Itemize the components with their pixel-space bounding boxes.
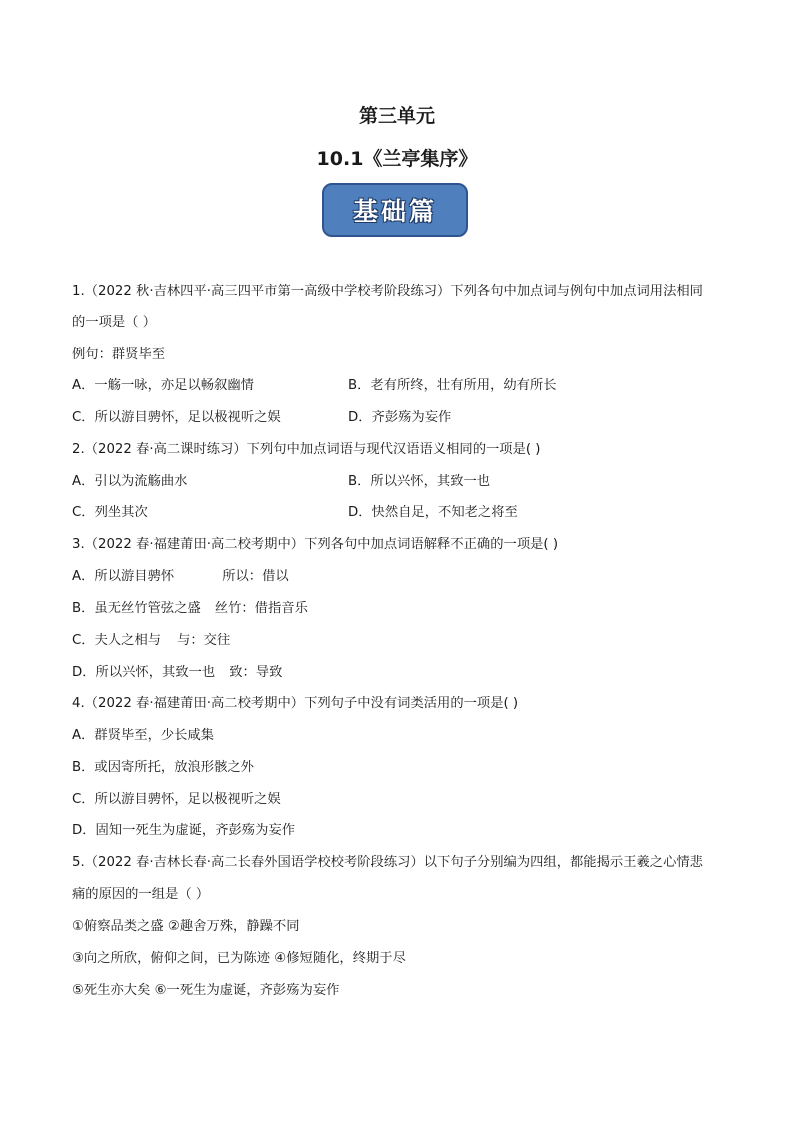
q4-option-b: B．或因寄所托，放浪形骸之外 — [72, 760, 254, 775]
q2-option-a: A．引以为流觞曲水 — [72, 474, 188, 489]
q3-option-b — [72, 599, 732, 619]
q2-option-c: C．列坐其次 — [72, 505, 148, 520]
q3-option-a-text: A．所以游目骋怀 — [72, 569, 175, 584]
q1-example: 例句：群贤毕至 — [72, 347, 166, 362]
q5-options-row2: ③向之所欣，俯仰之间，已为陈迹 ④修短随化，终期于尽 — [72, 951, 406, 966]
q3-stem: 3.（2022 春·福建莆田·高二校考期中）下列各句中加点词语解释不正确的一项是( ) — [72, 537, 559, 552]
q3-option-c-text: C．夫人之相与 — [72, 633, 162, 648]
q3-option-b-gloss: 丝竹：借指音乐 — [214, 601, 308, 616]
q1-option-b: B．老有所终，壮有所用，幼有所长 — [348, 378, 557, 393]
q3-option-d-gloss: 致：导致 — [229, 665, 283, 680]
q3-option-c — [72, 631, 732, 651]
q5-options-row1: ①俯察品类之盛 ②趣舍万殊，静躁不同 — [72, 919, 300, 934]
q5-stem-line2: 痛的原因的一组是（ ） — [72, 887, 210, 902]
unit-title: 第三单元 — [358, 105, 435, 127]
q3-option-c-gloss: 与：交往 — [177, 633, 231, 648]
q1-option-c: C．所以游目骋怀，足以极视听之娱 — [72, 410, 281, 425]
q4-stem: 4.（2022 春·福建莆田·高二校考期中）下列句子中没有词类活用的一项是( ) — [72, 696, 519, 711]
q5-stem-line1: 5.（2022 春·吉林长春·高二长春外国语学校校考阶段练习）以下句子分别编为四组，都能揭示王羲之心情悲 — [72, 855, 703, 870]
q2-option-b: B．所以兴怀，其致一也 — [348, 474, 491, 489]
q1-option-d: D．齐彭殇为妄作 — [348, 410, 452, 425]
q4-option-a: A．群贤毕至，少长咸集 — [72, 728, 215, 743]
lesson-title: 10.1《兰亭集序》 — [316, 148, 478, 170]
q4-option-c: C．所以游目骋怀，足以极视听之娱 — [72, 792, 281, 807]
q2-option-d: D．快然自足，不知老之将至 — [348, 505, 518, 520]
q3-option-a — [72, 567, 732, 587]
q3-option-b-text: B．虽无丝竹管弦之盛 — [72, 601, 201, 616]
q4-option-d: D．固知一死生为虚诞，齐彭殇为妄作 — [72, 823, 295, 838]
q1-stem-line2: 的一项是（ ） — [72, 315, 157, 330]
q2-stem: 2.（2022 春·高二课时练习）下列句中加点词语与现代汉语语义相同的一项是( ) — [72, 442, 541, 457]
q3-option-d-text: D．所以兴怀，其致一也 — [72, 665, 216, 680]
q1-option-a: A．一觞一咏，亦足以畅叙幽情 — [72, 378, 254, 393]
q5-options-row3: ⑤死生亦大矣 ⑥一死生为虚诞，齐彭殇为妄作 — [72, 983, 340, 998]
q3-option-a-gloss: 所以：借以 — [222, 569, 289, 584]
q3-option-d — [72, 663, 732, 683]
section-badge: 基础篇 — [322, 183, 468, 237]
q1-stem-line1: 1.（2022 秋·吉林四平·高三四平市第一高级中学校考阶段练习）下列各句中加点词与例句中加点词用法相同 — [72, 284, 703, 299]
